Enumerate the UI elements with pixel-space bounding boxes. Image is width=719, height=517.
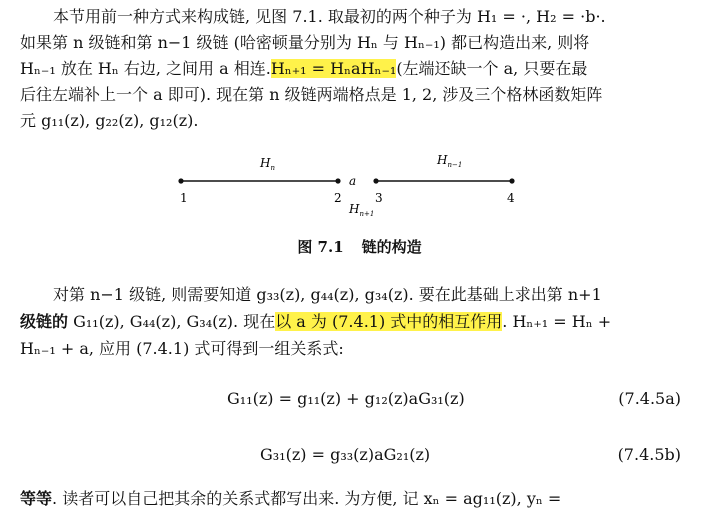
site-3-dot	[373, 178, 378, 183]
highlighted-formula: Hₙ₊₁ = HₙaHₙ₋₁	[270, 59, 397, 78]
label-a: a	[349, 174, 357, 188]
site-2-dot	[335, 178, 340, 183]
paragraph2-bold-phrase: 级链的	[20, 312, 69, 331]
paragraph2-line2-post: . Hₙ₊₁ = Hₙ +	[502, 312, 612, 331]
node-label-4: 4	[507, 191, 515, 205]
label-hn-1: $H_{n-1}$	[437, 153, 463, 169]
equation-7-4-5b: G₃₁(z) = g₃₃(z)aG₂₁(z)	[260, 445, 431, 464]
paragraph3-line1-rest: . 读者可以自己把其余的关系式都写出来. 为方便, 记 xₙ = ag₁₁(z), yₙ =	[52, 489, 562, 508]
chain-figure	[0, 140, 719, 235]
equation-number-7-4-5a: (7.4.5a)	[618, 389, 681, 408]
paragraph1-line3-post: (左端还缺一个 a, 只要在最	[396, 59, 588, 78]
equation-number-7-4-5b: (7.4.5b)	[617, 445, 681, 464]
paragraph3-line1	[20, 488, 561, 510]
paragraph2-line2	[20, 311, 611, 333]
highlighted-phrase: 以 a 为 (7.4.1) 式中的相互作用	[275, 312, 503, 331]
paragraph2-line2-mid: G₁₁(z), G₄₄(z), G₃₄(z). 现在	[68, 312, 276, 331]
node-label-2: 2	[334, 191, 342, 205]
paragraph1-line4: 后往左端补上一个 a 即可). 现在第 n 级链两端格点是 1, 2, 涉及三个格林函数矩阵	[20, 85, 603, 104]
figure-caption-number: 图 7.1	[297, 238, 344, 256]
node-label-1: 1	[180, 191, 188, 205]
site-4-dot	[509, 178, 514, 183]
paragraph1-line2: 如果第 n 级链和第 n−1 级链 (哈密顿量分别为 Hₙ 与 Hₙ₋₁) 都已构造出来, 则将	[20, 33, 590, 52]
label-hn-plus-1: $H_{n+1}$	[349, 202, 375, 218]
figure-caption	[0, 236, 719, 257]
paragraph1-line1: 本节用前一种方式来构成链, 见图 7.1. 取最初的两个种子为 H₁ = ·, H₂ = ·b·.	[53, 7, 606, 26]
paragraph3-bold-phrase: 等等	[20, 489, 53, 508]
paragraph1-line3	[20, 58, 587, 80]
figure-caption-text: 链的构造	[361, 238, 422, 256]
node-label-3: 3	[375, 191, 383, 205]
site-1-dot	[178, 178, 183, 183]
label-hn: $H_n$	[260, 156, 275, 172]
paragraph1-line3-pre: Hₙ₋₁ 放在 Hₙ 右边, 之间用 a 相连.	[20, 59, 271, 78]
paragraph2-line1: 对第 n−1 级链, 则需要知道 g₃₃(z), g₄₄(z), g₃₄(z). 要在此基础上求出第 n+1	[53, 285, 602, 304]
paragraph2-line3: Hₙ₋₁ + a, 应用 (7.4.1) 式可得到一组关系式:	[20, 339, 344, 358]
paragraph1-line5: 元 g₁₁(z), g₂₂(z), g₁₂(z).	[20, 111, 199, 130]
equation-7-4-5a: G₁₁(z) = g₁₁(z) + g₁₂(z)aG₃₁(z)	[227, 389, 465, 408]
